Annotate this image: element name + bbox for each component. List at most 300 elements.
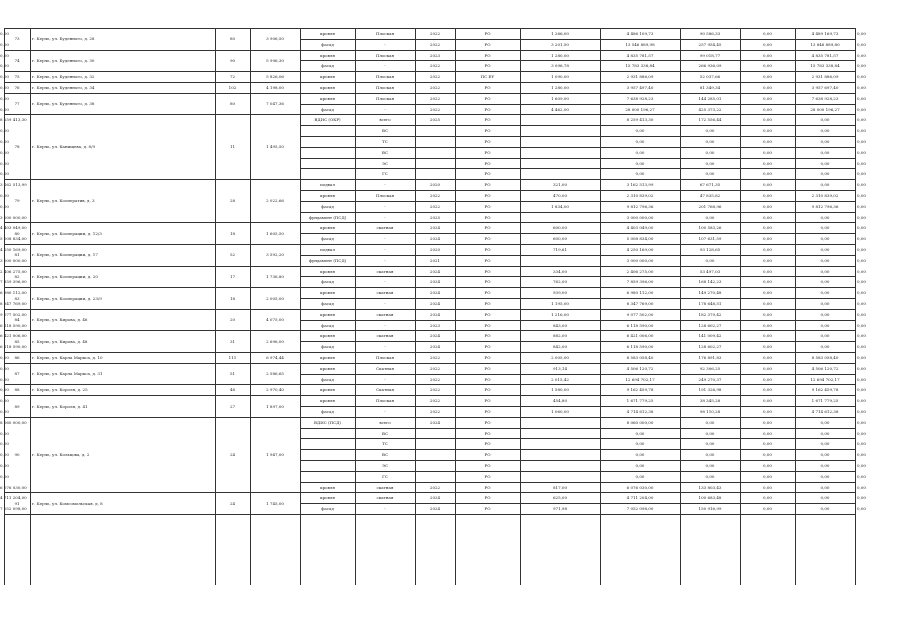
cell-cost: 7 052 098,00 [626,506,654,512]
table-column-rule [415,28,416,585]
table-row-rule [300,158,855,159]
cell-cost: 28 000 196,27 [625,106,655,112]
cell-tot: 0,00 [0,441,9,447]
cell-year: 2024 [429,300,441,306]
cell-own: 0,00 [857,387,866,393]
row-number: 91 [14,500,20,506]
cell-mat: - [384,106,386,112]
row-residents: 31 [229,338,236,344]
cell-tot: 0,00 [0,74,9,80]
row-residents: 51 [229,371,236,377]
cell-tot: 0,00 [0,41,9,47]
cell-fee: 53 497,03 [699,268,721,274]
cell-fnd: 2 931 886,09 [811,74,839,80]
cell-mat: ГС [382,171,388,177]
cell-vol: 817,00 [553,484,567,490]
cell-unit: РО [484,333,491,339]
cell-tot: 0,00 [0,52,9,58]
cell-own: 0,00 [857,74,866,80]
row-area: 3 592,20 [266,252,284,258]
cell-cost: 4 711 204,00 [626,495,654,501]
cell-year: 2022 [429,63,441,69]
row-number: 82 [14,273,20,279]
cell-vol: 2 005,00 [551,354,569,360]
cell-mat: ЭС [381,160,389,166]
cell-tot: 7 859 396,00 [0,279,27,285]
cell-unit: РО [484,95,491,101]
row-number: 76 [14,84,20,90]
cell-cost: 4 835 781,57 [626,52,654,58]
cell-fnd: 0,00 [820,268,830,274]
cell-fee: 100 583,26 [698,225,722,231]
cell-year: 2022 [429,106,441,112]
cell-pct: 0,00 [763,387,772,393]
row-residents: 24 [229,452,236,458]
cell-unit: РО [484,484,491,490]
cell-year: 2022 [429,387,441,393]
cell-fee: 425 373,22 [698,106,722,112]
cell-pct: 0,00 [763,30,772,36]
cell-fnd: 9 162 459,78 [811,387,839,393]
cell-fnd: 0,00 [820,495,830,501]
cell-cost: 3 000 000,00 [626,257,654,263]
cell-pct: 0,00 [763,408,772,414]
cell-cost: 0,00 [635,128,645,134]
table-row-rule [4,82,855,83]
cell-mat: - [384,376,386,382]
cell-cost: 0,00 [635,149,645,155]
cell-unit: РО [484,441,491,447]
cell-cost: 9 077 502,00 [626,311,654,317]
cell-own: 0,00 [857,430,866,436]
cell-unit: РО [484,354,491,360]
table-row-rule [4,266,855,267]
cell-own: 0,00 [857,376,866,382]
cell-tot: 3 162 513,99 [0,182,27,188]
cell-year: 2024 [429,236,441,242]
cell-pct: 0,00 [763,138,772,144]
cell-mat: - [384,41,386,47]
row-residents: 102 [228,84,237,90]
row-number: 85 [14,338,20,344]
table-row-rule [4,330,855,331]
cell-vol: 1 060,00 [551,408,569,414]
cell-fnd: 0,00 [820,182,830,188]
row-residents: 17 [229,273,236,279]
cell-pct: 0,00 [763,106,772,112]
table-row-rule [300,233,855,234]
cell-mat: Скатная [376,365,394,371]
cell-cost: 2 406 275,00 [626,268,654,274]
row-address: г. Керчь, ул. Карла Маркса, д. 31 [32,371,103,377]
cell-cost: 4 714 612,38 [626,408,654,414]
cell-pct: 0,00 [763,419,772,425]
cell-cost: 7 638 928,23 [626,95,654,101]
cell-fnd: 0,00 [820,322,830,328]
table-row-rule [4,309,855,310]
row-area: 1 745,00 [266,500,284,506]
row-area: 4 198,00 [266,84,284,90]
table-row-rule [300,276,855,277]
cell-cost: 7 859 396,00 [626,279,654,285]
cell-fnd: 0,00 [820,117,830,123]
cell-type: фасад [321,506,334,512]
cell-pct: 0,00 [763,74,772,80]
cell-fnd: 9 812 796,36 [811,203,839,209]
cell-own: 0,00 [857,84,866,90]
cell-fnd: 0,00 [820,484,830,490]
row-area: 5 826,06 [266,74,284,80]
cell-fee: 178 648,51 [698,300,722,306]
cell-type: фасад [321,344,334,350]
row-address: г. Керчь, ул. Кольцова, д. 2 [32,452,90,458]
cell-fee: 144 285,01 [698,95,722,101]
cell-mat: - [384,506,386,512]
cell-year: 2024 [429,225,441,231]
cell-year: 2022 [429,484,441,490]
row-address: г. Керчь, ул. Карла Маркса, д. 10 [32,354,103,360]
cell-unit: РО [484,41,491,47]
cell-own: 0,00 [857,322,866,328]
cell-unit: РО [484,171,491,177]
table-column-rule [215,28,216,585]
cell-type: кровля [320,84,335,90]
cell-tot: 6 076 030,00 [0,484,27,490]
cell-cost: 4 403 049,00 [626,225,654,231]
cell-type: фундамент (ПСД) [308,257,347,263]
cell-vol: 600,00 [553,225,567,231]
cell-pct: 0,00 [763,246,772,252]
cell-pct: 0,00 [763,41,772,47]
cell-vol: 1 609,00 [551,95,569,101]
table-row-rule [300,482,855,483]
cell-tot: 0,00 [0,408,9,414]
cell-unit: РО [484,268,491,274]
table-row-rule [4,352,855,353]
cell-type: фасад [321,106,334,112]
cell-cost: 1 671 779,25 [626,398,654,404]
cell-unit: РО [484,290,491,296]
cell-own: 0,00 [857,311,866,317]
cell-own: 0,00 [857,171,866,177]
table-row-rule [4,28,855,29]
cell-tot: 4 250 169,00 [0,246,27,252]
cell-year: 2022 [429,41,441,47]
cell-tot: 2 406 275,00 [0,268,27,274]
cell-tot: 0,00 [0,128,9,134]
cell-tot: 0,00 [0,149,9,155]
cell-unit: РО [484,408,491,414]
cell-vol: 1 280,00 [551,84,569,90]
cell-year: 2022 [429,30,441,36]
cell-tot: 0,00 [0,376,9,382]
row-address: г. Керчь, ул. Буденного, д. 30 [32,57,95,63]
cell-fnd: 0,00 [820,344,830,350]
cell-fnd: 0,00 [820,419,830,425]
cell-fnd: 0,00 [820,473,830,479]
row-number: 75 [14,74,20,80]
cell-own: 0,00 [857,30,866,36]
cell-mat: ВС [382,430,388,436]
cell-fee: 0,00 [705,171,715,177]
cell-fnd: 0,00 [820,462,830,468]
table-row-rule [4,93,855,94]
cell-mat: ВС [382,149,388,155]
cell-vol: 719,61 [553,246,567,252]
table-row-rule [300,406,855,407]
cell-type: кровля [320,225,335,231]
cell-fnd: 0,00 [820,430,830,436]
row-area: 1 736,80 [266,273,284,279]
row-residents: 52 [229,252,236,258]
row-residents: 72 [229,74,236,80]
table-row-rule [4,287,855,288]
cell-year: 2022 [429,398,441,404]
cell-vol: 321,00 [553,182,567,188]
cell-vol: 3 096,78 [551,63,569,69]
table-column-rule [795,28,796,585]
cell-fee: 266 936,09 [698,63,722,69]
table-column-rule [355,28,356,585]
table-row-rule [4,395,855,396]
table-row-rule [300,341,855,342]
cell-pct: 0,00 [763,311,772,317]
row-area: 2 005,00 [266,295,284,301]
cell-pct: 0,00 [763,452,772,458]
cell-own: 0,00 [857,290,866,296]
row-address: г. Керчь, ул. Комсомольская, д. 8 [32,500,103,506]
cell-type: кровля [320,52,335,58]
cell-pct: 0,00 [763,149,772,155]
table-row-rule [300,60,855,61]
cell-vol: 470,00 [553,192,567,198]
cell-mat: - [384,236,386,242]
cell-pct: 0,00 [763,473,772,479]
cell-year: 2022 [429,354,441,360]
cell-year: 2024 [429,495,441,501]
cell-mat: скатная [376,311,394,317]
cell-unit: РО [484,52,491,58]
cell-cost: 0,00 [635,430,645,436]
cell-year: 2022 [429,365,441,371]
row-number: 84 [14,317,20,323]
cell-tot: 6 980 112,00 [0,290,27,296]
cell-pct: 0,00 [763,365,772,371]
cell-fee: 0,00 [705,441,715,447]
cell-tot: 4 403 049,00 [0,225,27,231]
cell-fnd: 0,00 [820,506,830,512]
row-number: 83 [14,295,20,301]
cell-own: 0,00 [857,279,866,285]
cell-cost: 9 162 459,78 [626,387,654,393]
row-number: 87 [14,371,20,377]
table-row-rule [4,222,855,223]
cell-mat: Плоская [375,95,395,101]
cell-pct: 0,00 [763,300,772,306]
cell-cost: 6 118 590,00 [626,344,654,350]
cell-vol: 762,00 [553,279,567,285]
cell-own: 0,00 [857,95,866,101]
table-column-rule [4,28,5,585]
cell-tot: 6 421 006,00 [0,333,27,339]
cell-unit: РО [484,430,491,436]
cell-pct: 0,00 [763,344,772,350]
cell-type: кровля [320,398,335,404]
cell-tot: 0,00 [0,84,9,90]
cell-pct: 0,00 [763,214,772,220]
cell-own: 0,00 [857,452,866,458]
table-row-rule [300,298,855,299]
cell-type: подвал [320,246,335,252]
table-column-rule [855,28,856,585]
cell-tot: 0,00 [0,452,9,458]
cell-tot: 0,00 [0,430,9,436]
cell-cost: 0,00 [635,473,645,479]
cell-fee: 0,00 [705,160,715,166]
cell-cost: 8 347 769,00 [626,300,654,306]
cell-year: 2020 [429,182,441,188]
cell-cost: 15 783 338,84 [625,63,655,69]
cell-vol: 939,00 [553,290,567,296]
cell-tot: 0,00 [0,354,9,360]
cell-mat: - [384,203,386,209]
table-row-rule [4,179,855,180]
row-area: 3 906,50 [266,36,284,42]
cell-fnd: 0,00 [820,441,830,447]
cell-type: кровля [320,95,335,101]
cell-fee: 249 270,37 [698,376,722,382]
cell-pct: 0,00 [763,462,772,468]
cell-fnd: 8 583 058,40 [811,354,839,360]
cell-fnd: 0,00 [820,257,830,263]
cell-cost: 0,00 [635,452,645,458]
cell-type: фасад [321,376,334,382]
cell-own: 0,00 [857,63,866,69]
row-address: г. Керчь, ул. Кооперации, д. 20 [32,273,98,279]
cell-fee: 0,00 [705,419,715,425]
cell-unit: РО [484,419,491,425]
cell-cost: 2 310 839,02 [626,192,654,198]
cell-type: кровля [320,354,335,360]
row-number: 73 [14,36,20,42]
cell-type: кровля [320,192,335,198]
cell-vol: 4 462,00 [551,106,569,112]
cell-own: 0,00 [857,214,866,220]
cell-pct: 0,00 [763,236,772,242]
cell-type: кровля [320,484,335,490]
cell-tot: 0,00 [0,192,9,198]
table-row-rule [300,168,855,169]
cell-unit: РО [484,387,491,393]
row-number: 80 [14,230,20,236]
cell-type: фасад [321,300,334,306]
row-address: г. Керчь, ул. Буденного, д. 32 [32,74,95,80]
cell-fee: 257 954,45 [698,41,722,47]
cell-tot: 0,00 [0,138,9,144]
cell-mat: всего [379,419,391,425]
cell-pct: 0,00 [763,203,772,209]
cell-mat: скатная [376,268,394,274]
table-row-rule [300,147,855,148]
cell-own: 0,00 [857,419,866,425]
cell-fee: 0,00 [705,462,715,468]
cell-mat: Плоская [375,398,395,404]
row-number: 89 [14,403,20,409]
cell-cost: 0,00 [635,160,645,166]
cell-type: кровля [320,387,335,393]
cell-vol: 1 090,00 [551,74,569,80]
table-row-rule [300,125,855,126]
cell-fee: 0,00 [705,430,715,436]
row-residents: 80 [229,101,236,107]
cell-vol: 913,14 [553,365,567,371]
cell-fnd: 3 957 697,40 [811,84,839,90]
cell-vol: 971,98 [553,506,567,512]
cell-tot: 0,00 [0,387,9,393]
table-row-rule [300,212,855,213]
cell-mat: скатная [376,333,394,339]
cell-fee: 128 602,27 [698,344,722,350]
cell-unit: РО [484,236,491,242]
row-residents: 20 [229,317,236,323]
table-row-rule [300,438,855,439]
cell-mat: - [384,63,386,69]
row-address: г. Керчь, ул. Кооперации, д. 12/3 [32,230,102,236]
cell-fnd: 0,00 [820,214,830,220]
cell-pct: 0,00 [763,225,772,231]
cell-mat: скатная [376,495,394,501]
cell-fee: 93 128,65 [699,246,721,252]
cell-fnd: 4 835 781,57 [811,52,839,58]
cell-cost: 12 694 702,17 [625,376,655,382]
cell-vol: 882,00 [553,333,567,339]
cell-own: 0,00 [857,236,866,242]
cell-unit: РО [484,322,491,328]
row-address: г. Керчь, ул. Кооператив, д. 3 [32,198,95,204]
cell-unit: РО [484,279,491,285]
cell-fee: 67 671,35 [699,182,721,188]
cell-mat: - [384,300,386,306]
cell-tot: 6 118 590,00 [0,344,27,350]
cell-fee: 52 037,66 [699,74,721,80]
cell-pct: 0,00 [763,52,772,58]
cell-type: фасад [321,41,334,47]
row-address: г. Керчь, ул. Короля, д. 41 [32,403,88,409]
cell-tot: 5 008 834,00 [0,236,27,242]
row-residents: 11 [229,144,236,150]
cell-mat: - [384,279,386,285]
table-row-rule [300,104,855,105]
cell-tot: 7 052 098,00 [0,506,27,512]
cell-pct: 0,00 [763,268,772,274]
table-column-rule [600,28,601,585]
cell-mat: Плоская [375,84,395,90]
cell-own: 0,00 [857,300,866,306]
cell-vol: 2 015,42 [551,376,569,382]
cell-unit: РО [484,365,491,371]
cell-fee: 99 018,77 [699,52,721,58]
cell-vol: 1 266,00 [551,30,569,36]
row-residents: 18 [229,295,236,301]
cell-mat: ТС [382,138,388,144]
cell-mat: ВС [382,128,388,134]
row-address: г. Керчь, ул. Канищева, д. 8/9 [32,144,95,150]
cell-fnd: 13 846 889,80 [810,41,840,47]
row-residents: 80 [229,36,236,42]
cell-year: 2023 [429,322,441,328]
cell-fnd: 0,00 [820,138,830,144]
row-residents: 28 [229,198,236,204]
